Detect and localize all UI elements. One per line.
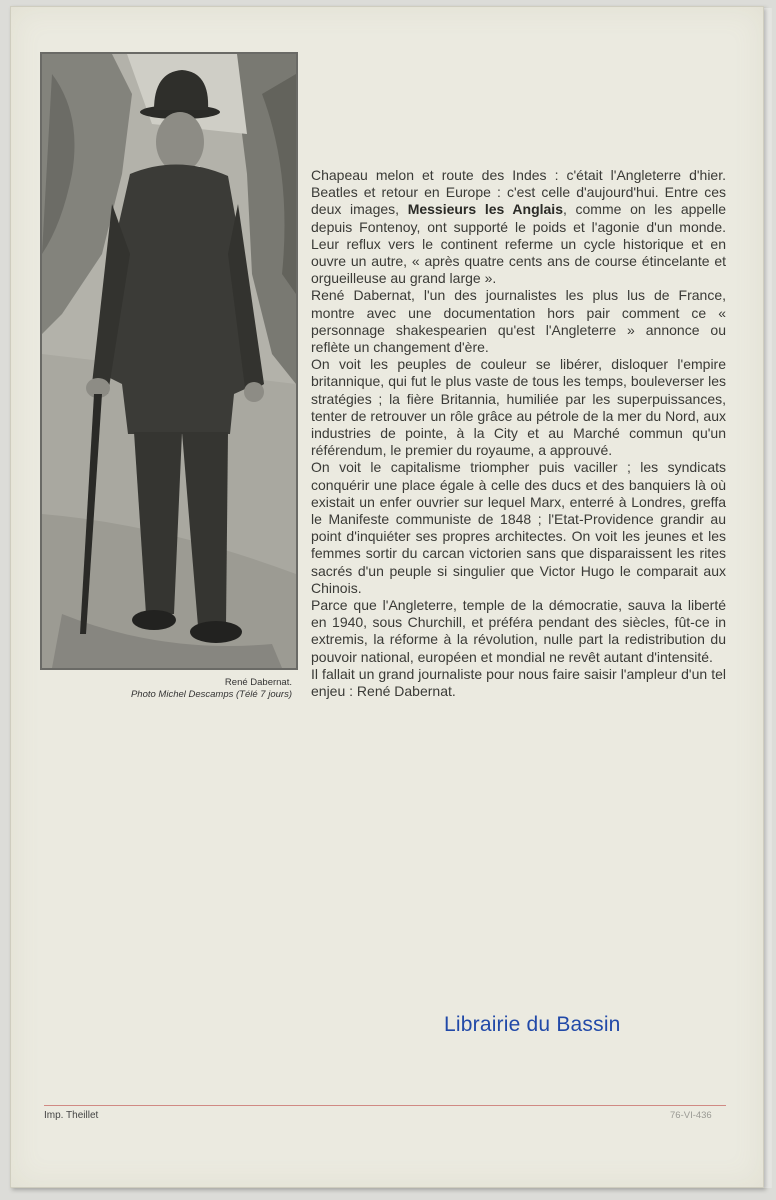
paragraph-1-end: , comme on les appelle depuis Fontenoy, ont supporté le poids et l'agonie d'un monde. Leur reflux vers le continent referme un cycle historique et en ouvre un autre, « après quatre cents ans de course étincelante et orgueilleuse au grand large ». [311,201,726,287]
paragraph-1-start: Chapeau melon et route des Indes : c'était l'Angleterre d'hier. Beatles et retour en Europe : c'est celle d'aujourd'hui. Entre ces deux images, [311,167,726,218]
printer-name: Imp. Theillet [44,1110,99,1121]
paragraph-2: René Dabernat, l'un des journalistes les plus lus de France, montre avec une documentation hors pair comment ce « personnage shakespearien qu'est l'Angleterre » annonce ou reflète un changement d'ère. [311,287,726,356]
paragraph-4: On voit le capitalisme triompher puis vaciller ; les syndicats conquérir une place égale à celle des ducs et des banquiers là où existait un enfer ouvrier sur lequel Marx, enterré à Londres, greffa le Manifeste communiste de 1848 ; l'Etat-Providence grandir au point d'inquiéter ses propres architectes. On voit les jeunes et les femmes sortir du carcan victorien sans que disparaissent les rites sacrés d'un peuple si singulier que Victor Hugo le comparait aux Chinois. [311,459,726,596]
paragraph-3: On voit les peuples de couleur se libérer, disloquer l'empire britannique, qui fut le plus vaste de tous les temps, bouleverser les stratégies ; la fière Britannia, humiliée par les superpuissances, tenter de retrouver un rôle grâce au pétrole de la mer du Nord, aux industries de pointe, à la City et au Marché commun qu'un référendum, le premier du royaume, a approuvé. [311,356,726,459]
photo-caption [40,677,292,701]
paragraph-6: Il fallait un grand journaliste pour nous faire saisir l'ampleur d'un tel enjeu : René Dabernat. [311,665,726,700]
paragraph-5: Parce que l'Angleterre, temple de la démocratie, sauva la liberté en 1940, sous Churchill, et préféra pendant des siècles, fût-ce in extremis, la réforme à la révolution, nulle part la redistribution du pouvoir national, européen et mondial ne revêt autant d'intensité. [311,597,726,665]
book-title-mention: Messieurs les Anglais [407,201,563,218]
print-code: 76-VI-436 [670,1110,712,1121]
blurb-text [311,167,726,700]
paragraph-1 [311,167,726,287]
caption-name: René Dabernat. [224,677,292,688]
footer-divider [44,1105,726,1106]
author-photo [40,52,298,670]
seller-watermark: Librairie du Bassin [444,1013,621,1036]
caption-credit: Photo Michel Descamps (Télé 7 jours) [130,689,292,700]
